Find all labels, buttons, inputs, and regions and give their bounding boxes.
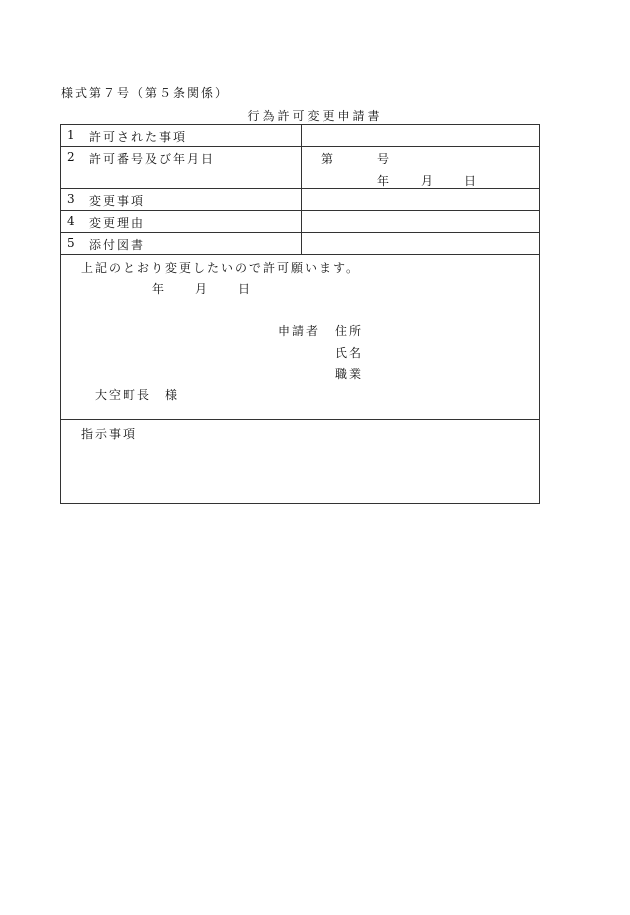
- row-label: 変更事項: [89, 194, 146, 208]
- permit-day: 日: [464, 174, 479, 188]
- form-title: 行為許可変更申請書: [247, 109, 383, 123]
- permit-go: 号: [377, 152, 392, 166]
- instructions-label: 指示事項: [81, 427, 138, 441]
- form-number: 様式第７号（第５条関係）: [61, 86, 230, 100]
- applicant-label: 申請者: [278, 324, 321, 338]
- request-day: 日: [238, 282, 253, 296]
- address-label: 住所: [335, 324, 364, 338]
- occupation-label: 職業: [335, 367, 364, 381]
- instructions-field[interactable]: [61, 420, 539, 503]
- row-number: 2: [67, 150, 77, 164]
- permit-number-date-field[interactable]: [302, 147, 540, 188]
- row-label: 添付図書: [89, 238, 146, 252]
- row-number: 5: [67, 236, 77, 250]
- row-label: 許可された事項: [89, 130, 188, 144]
- change-reason-field[interactable]: [302, 211, 540, 232]
- application-form-table: [60, 124, 540, 504]
- row-number: 3: [67, 192, 77, 206]
- permit-dai: 第: [321, 152, 336, 166]
- row-label: 変更理由: [89, 216, 146, 230]
- permitted-matter-field[interactable]: [302, 126, 540, 146]
- request-month: 月: [195, 282, 210, 296]
- request-statement: 上記のとおり変更したいので許可願います。: [81, 261, 361, 275]
- change-matter-field[interactable]: [302, 189, 540, 210]
- row-divider: [61, 254, 539, 255]
- row-number: 1: [67, 128, 77, 142]
- row-label: 許可番号及び年月日: [89, 152, 216, 166]
- attached-documents-field[interactable]: [302, 233, 540, 254]
- permit-year: 年: [377, 174, 392, 188]
- row-number: 4: [67, 214, 77, 228]
- permit-month: 月: [421, 174, 436, 188]
- addressee: 大空町長 様: [95, 388, 180, 402]
- name-label: 氏名: [335, 346, 364, 360]
- request-year: 年: [152, 282, 167, 296]
